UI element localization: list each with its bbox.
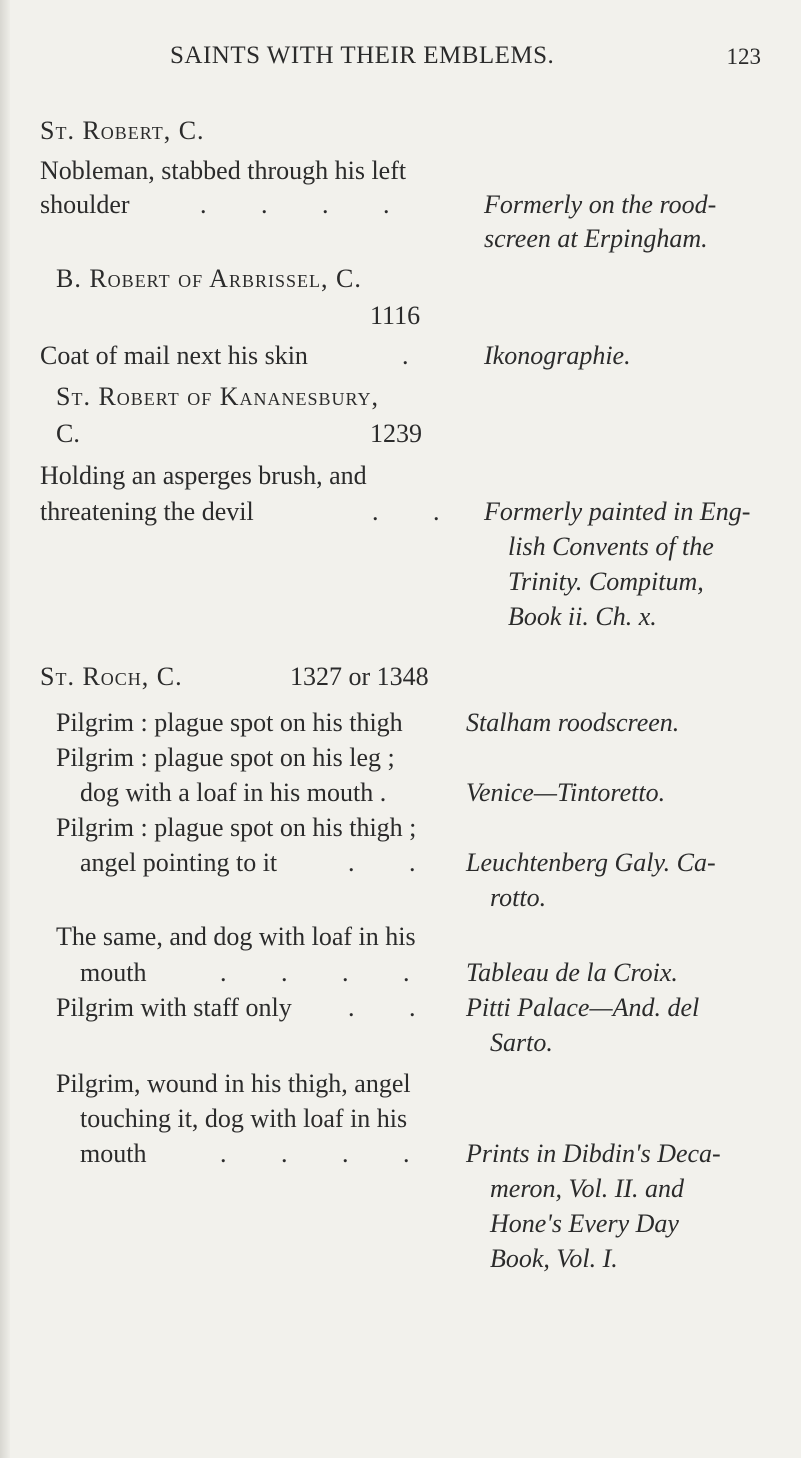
entry-description: Holding an asperges brush, and bbox=[40, 461, 367, 490]
entry-description: Pilgrim : plague spot on his thigh bbox=[56, 708, 403, 737]
leader-dots: . . bbox=[348, 848, 440, 877]
leader-dots: . . . . bbox=[200, 190, 414, 219]
entry-source: Prints in Dibdin's Deca- bbox=[466, 1139, 721, 1168]
leader-dots: . . . . bbox=[220, 958, 434, 987]
entry-description: angel pointing to it bbox=[80, 848, 278, 877]
entry-source: Leuchtenberg Galy. Ca- bbox=[466, 848, 716, 877]
entry-source: Venice—Tintoretto. bbox=[466, 778, 666, 807]
leader-dots: . . . . bbox=[220, 1139, 434, 1168]
entry-source: Sarto. bbox=[490, 1028, 553, 1057]
entry-description: Pilgrim : plague spot on his thigh ; bbox=[56, 813, 417, 842]
entry-source: Book ii. Ch. x. bbox=[508, 602, 657, 631]
entry-description: threatening the devil bbox=[40, 497, 254, 526]
entry-description: The same, and dog with loaf in his bbox=[56, 922, 416, 951]
entry-description: mouth bbox=[80, 958, 147, 987]
entry-source: Hone's Every Day bbox=[490, 1209, 679, 1238]
entry-source: meron, Vol. II. and bbox=[490, 1174, 685, 1203]
entry-source: rotto. bbox=[490, 883, 547, 912]
entry-source: lish Convents of the bbox=[508, 532, 714, 561]
entry-source: Pitti Palace—And. del bbox=[466, 993, 700, 1022]
entry-date: 1239 bbox=[370, 419, 422, 448]
entry-description: Pilgrim with staff only bbox=[56, 993, 292, 1022]
entry-name-cont: C. bbox=[56, 419, 80, 448]
running-head: SAINTS WITH THEIR EMBLEMS. bbox=[170, 42, 555, 69]
entry-source: screen at Erpingham. bbox=[484, 224, 708, 253]
entry-source: Book, Vol. I. bbox=[490, 1244, 618, 1273]
entry-description: Nobleman, stabbed through his left bbox=[40, 156, 407, 185]
entry-name: St. Roch, C. bbox=[40, 662, 183, 691]
entry-description: mouth bbox=[80, 1139, 147, 1168]
entry-description: Pilgrim, wound in his thigh, angel bbox=[56, 1069, 411, 1098]
leader-dots: . bbox=[402, 341, 409, 370]
entry-description: touching it, dog with loaf in his bbox=[80, 1104, 408, 1133]
entry-date: 1116 bbox=[370, 301, 421, 330]
entry-source: Formerly painted in Eng- bbox=[484, 497, 751, 526]
entry-name: B. Robert of Arbrissel, C. bbox=[56, 264, 362, 293]
entry-description: dog with a loaf in his mouth . bbox=[80, 778, 387, 807]
entry-source: Stalham roodscreen. bbox=[466, 708, 680, 737]
entry-source: Ikonographie. bbox=[484, 341, 631, 370]
entry-description: Coat of mail next his skin bbox=[40, 341, 308, 370]
page-number: 123 bbox=[726, 44, 761, 69]
entry-description: shoulder bbox=[40, 190, 130, 219]
page-edge bbox=[0, 0, 10, 1458]
entry-source: Formerly on the rood- bbox=[484, 190, 717, 219]
entry-source: Trinity. Compitum, bbox=[508, 567, 704, 596]
leader-dots: . . bbox=[348, 993, 440, 1022]
entry-name: St. Robert, C. bbox=[40, 116, 205, 145]
leader-dots: . . bbox=[372, 497, 464, 526]
entry-source: Tableau de la Croix. bbox=[466, 958, 678, 987]
entry-description: Pilgrim : plague spot on his leg ; bbox=[56, 743, 395, 772]
entry-date: 1327 or 1348 bbox=[290, 662, 429, 691]
entry-name: St. Robert of Kananesbury, bbox=[56, 382, 380, 411]
